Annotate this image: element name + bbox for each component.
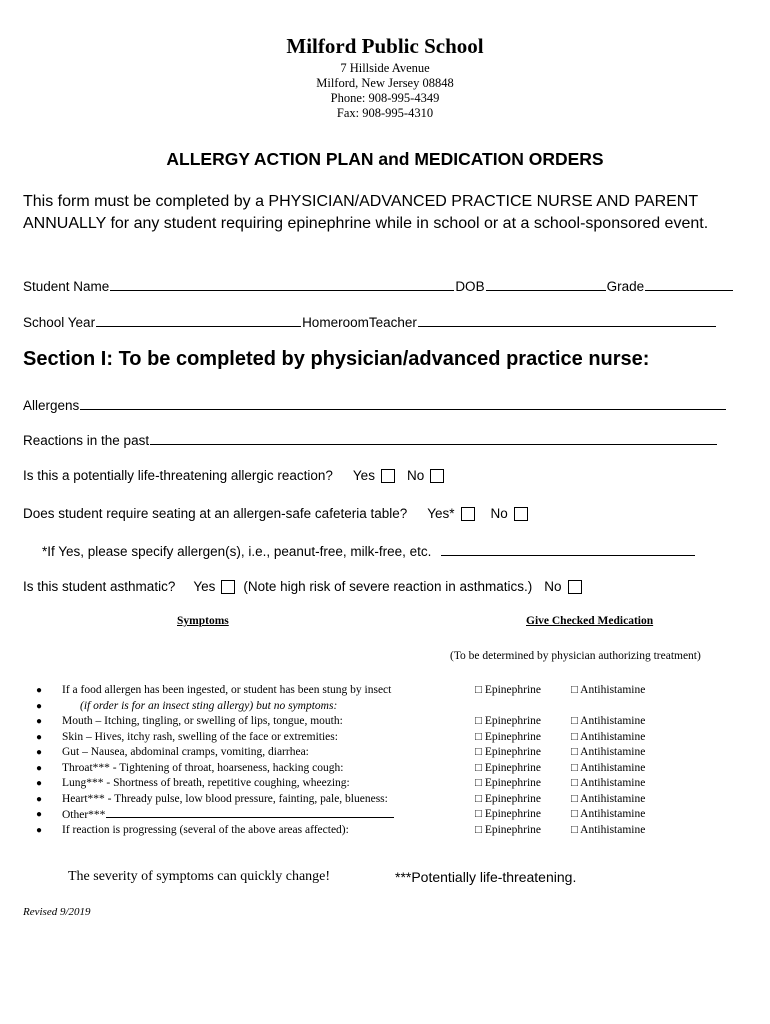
student-info-row [23, 278, 734, 294]
list-item: ● (if order is for an insect sting allergy) but no symptoms: [36, 699, 338, 712]
reactions-row [23, 432, 718, 448]
list-item: ● Throat*** - Tightening of throat, hoarseness, hacking cough: [36, 761, 344, 774]
section-title: Section I: To be completed by physician/advanced practice nurse: [23, 348, 650, 370]
homeroom-teacher-field[interactable] [418, 314, 716, 327]
epinephrine-option[interactable]: □ Epinephrine [475, 808, 542, 820]
form-title: ALLERGY ACTION PLAN and MEDICATION ORDERS [166, 149, 604, 169]
medication-row-empty [475, 699, 645, 715]
fax-line: Fax: 908-995-4310 [336, 106, 434, 120]
medication-list [475, 683, 645, 838]
no-label: No [406, 468, 425, 483]
symptoms-header: Symptoms [177, 615, 229, 627]
asthma-note: (Note high risk of severe reaction in asthmatics.) [243, 579, 533, 594]
antihistamine-option[interactable]: □ Antihistamine [571, 715, 646, 727]
list-item: ● Gut – Nausea, abdominal cramps, vomiting, diarrhea: [36, 746, 309, 758]
medication-row [475, 823, 645, 839]
antihistamine-option[interactable]: □ Antihistamine [571, 808, 646, 820]
antihistamine-option[interactable]: □ Antihistamine [571, 777, 646, 789]
list-item: ● Mouth – Itching, tingling, or swelling of lips, tongue, mouth: [36, 715, 343, 727]
specify-allergen-row [42, 543, 696, 559]
medication-row [475, 792, 645, 808]
symptoms-list [30, 683, 450, 838]
epinephrine-option[interactable]: □ Epinephrine [475, 684, 542, 696]
no-symptoms-text: no symptoms [273, 699, 334, 712]
list-item: ● If a food allergen has been ingested, or student has been stung by insect [36, 684, 392, 696]
allergens-label: Allergens [23, 398, 80, 413]
yes-label: Yes [352, 468, 375, 483]
list-item: ● Other*** [30, 807, 450, 823]
antihistamine-option[interactable]: □ Antihistamine [571, 746, 646, 758]
dob-label: DOB [455, 279, 485, 294]
asthmatic-label: Is this student asthmatic? [23, 579, 176, 594]
asthmatic-question [23, 579, 588, 594]
specify-allergen-label: *If Yes, please specify allergen(s), i.e., peanut-free, milk-free, etc. [42, 544, 432, 559]
school-year-row [23, 314, 717, 330]
asthmatic-yes-checkbox[interactable] [221, 580, 235, 594]
reactions-label: Reactions in the past [23, 433, 150, 448]
list-item: ● Skin – Hives, itchy rash, swelling of the face or extremities: [36, 730, 338, 743]
list-item: ● Lung*** - Shortness of breath, repetitive coughing, wheezing: [36, 777, 350, 789]
epinephrine-option[interactable]: □ Epinephrine [475, 792, 542, 805]
other-field[interactable] [106, 807, 394, 818]
life-threatening-yes-checkbox[interactable] [381, 469, 395, 483]
yes-star-label: Yes* [427, 506, 455, 521]
epinephrine-option[interactable]: □ Epinephrine [475, 823, 542, 836]
antihistamine-option[interactable]: □ Antihistamine [571, 684, 646, 696]
reactions-field[interactable] [150, 432, 717, 445]
antihistamine-option[interactable]: □ Antihistamine [571, 761, 646, 774]
medication-row [475, 761, 645, 777]
homeroom-teacher-label: HomeroomTeacher [302, 315, 417, 330]
epinephrine-option[interactable]: □ Epinephrine [475, 715, 542, 727]
specify-allergen-field[interactable] [441, 543, 695, 556]
school-year-label: School Year [23, 315, 96, 330]
yes-label: Yes [193, 579, 216, 594]
no-label: No [544, 579, 562, 594]
school-name: Milford Public School [286, 34, 484, 58]
list-item: ● If reaction is progressing (several of the above areas affected): [36, 823, 349, 836]
seating-yes-checkbox[interactable] [461, 507, 475, 521]
medication-note: (To be determined by physician authorizing treatment) [450, 650, 701, 662]
life-threatening-question [23, 468, 450, 483]
phone-line: Phone: 908-995-4349 [330, 91, 440, 105]
antihistamine-option[interactable]: □ Antihistamine [571, 823, 646, 836]
life-threatening-no-checkbox[interactable] [430, 469, 444, 483]
life-threatening-footnote: ***Potentially life-threatening. [395, 869, 577, 885]
medication-row [475, 807, 645, 823]
revision-date: Revised 9/2019 [23, 906, 91, 918]
grade-field[interactable] [645, 278, 733, 291]
intro-text: This form must be completed by a PHYSICIAN/ADVANCED PRACTICE NURSE AND PARENT ANNUALLY for any student requiring epinephrine while in school or at a school-sponsored event. [23, 193, 709, 232]
grade-label: Grade [606, 279, 645, 294]
seating-label: Does student require seating at an allergen-safe cafeteria table? [23, 506, 408, 521]
address-line: 7 Hillside Avenue [340, 61, 430, 75]
epinephrine-option[interactable]: □ Epinephrine [475, 746, 542, 758]
seating-no-checkbox[interactable] [514, 507, 528, 521]
epinephrine-option[interactable]: □ Epinephrine [475, 730, 542, 743]
no-label: No [490, 506, 508, 521]
medication-header: Give Checked Medication [526, 615, 654, 627]
allergens-field[interactable] [80, 397, 726, 410]
address-line: Milford, New Jersey 08848 [316, 76, 454, 90]
medication-row [475, 714, 645, 730]
student-name-field[interactable] [110, 278, 454, 291]
epinephrine-option[interactable]: □ Epinephrine [475, 761, 542, 774]
life-threatening-label: Is this a potentially life-threatening allergic reaction? [23, 468, 333, 483]
asthmatic-no-checkbox[interactable] [568, 580, 582, 594]
antihistamine-option[interactable]: □ Antihistamine [571, 730, 646, 743]
student-name-label: Student Name [23, 279, 110, 294]
severity-warning: The severity of symptoms can quickly change! [68, 869, 331, 884]
dob-field[interactable] [486, 278, 606, 291]
allergens-row [23, 397, 727, 413]
list-item: ● Heart*** - Thready pulse, low blood pressure, fainting, pale, blueness: [36, 792, 388, 805]
seating-question [23, 506, 534, 521]
school-year-field[interactable] [96, 314, 301, 327]
medication-row [475, 683, 645, 699]
medication-row [475, 745, 645, 761]
medication-row [475, 776, 645, 792]
epinephrine-option[interactable]: □ Epinephrine [475, 777, 542, 789]
medication-row [475, 730, 645, 746]
antihistamine-option[interactable]: □ Antihistamine [571, 792, 646, 805]
